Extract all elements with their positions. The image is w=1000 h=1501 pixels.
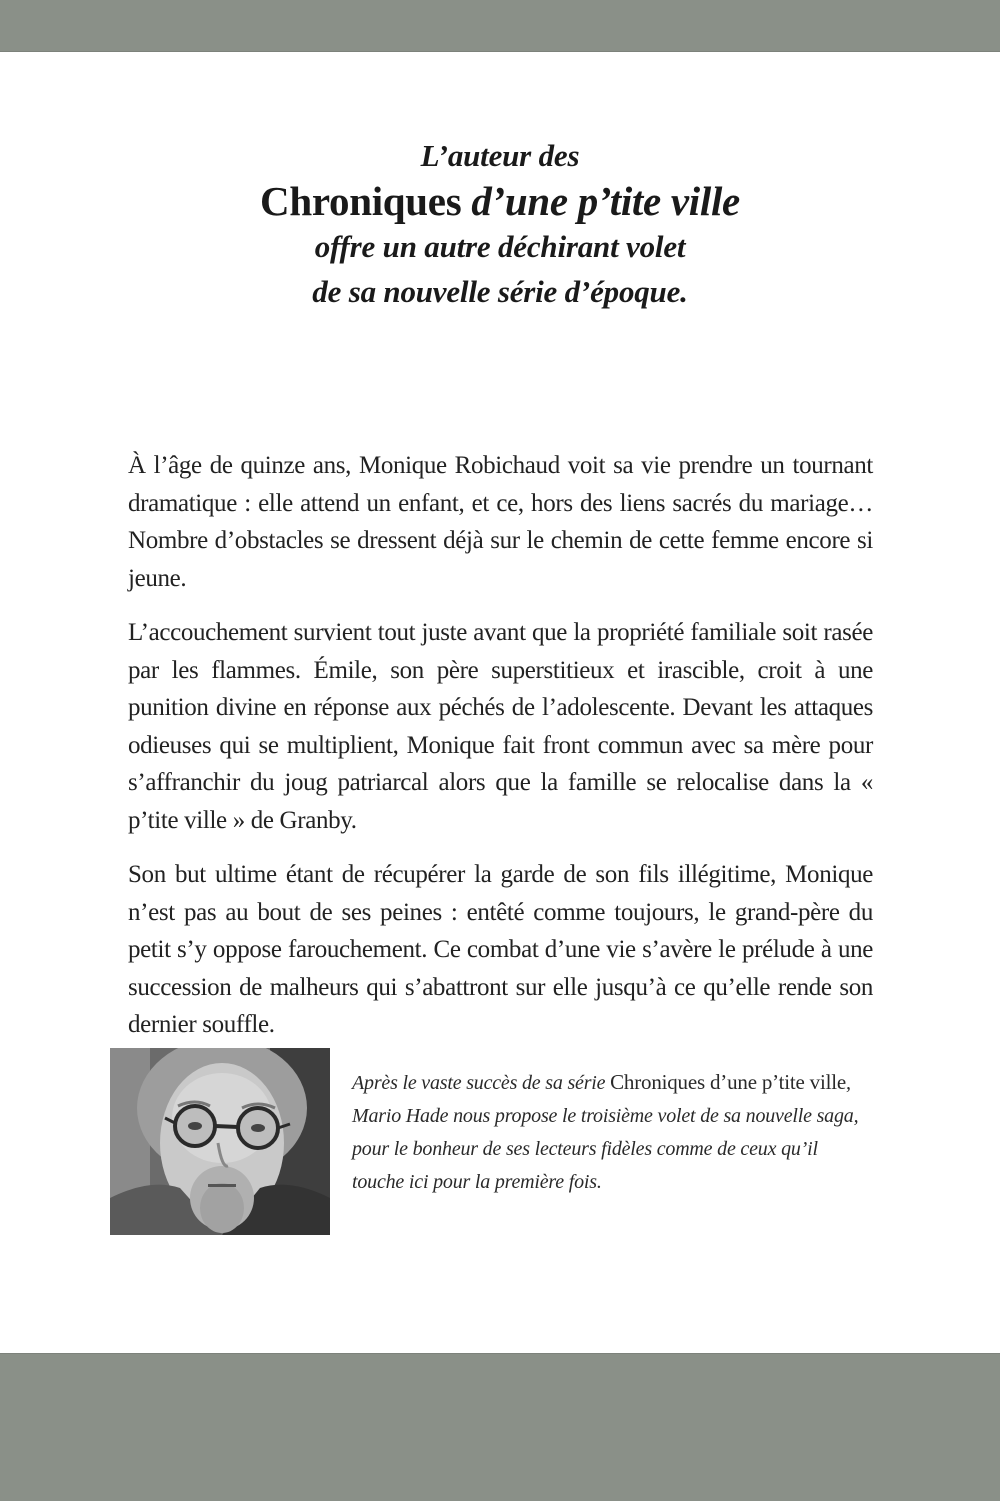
headline-series-title [0, 178, 1000, 224]
headline-line-3: offre un autre déchirant volet [314, 229, 686, 264]
bio-intro: Après le vaste succès de sa série [352, 1072, 611, 1094]
headline-line-4: de sa nouvelle série d’époque. [312, 274, 688, 309]
synopsis [128, 447, 873, 1061]
top-band [0, 0, 1000, 52]
synopsis-paragraph-1: À l’âge de quinze ans, Monique Robichaud voit sa vie prendre un tournant dramatique : elle attend un enfant, et ce, hors des liens sacrés du mariage… Nombre d’obstacles se dressent déjà sur le chemin de cette femme encore si jeune. [128, 452, 873, 592]
headline-line-1: L’auteur des [420, 138, 580, 173]
author-portrait-icon [110, 1048, 330, 1235]
series-title-italic: d’une p’tite ville [471, 178, 740, 224]
cover-headline [0, 133, 1000, 314]
bio-body: , Mario Hade nous propose le troisième volet de sa nouvelle saga, pour le bonheur de ses lecteurs fidèles comme de ceux qu’il touche ici pour la première fois. [352, 1072, 859, 1193]
series-title-roman: Chroniques [260, 178, 462, 224]
author-photo [110, 1048, 330, 1235]
bio-series-title: Chroniques d’une p’tite ville [610, 1070, 846, 1094]
bottom-band [0, 1353, 1000, 1501]
synopsis-paragraph-3: Son but ultime étant de récupérer la garde de son fils illégitime, Monique n’est pas au bout de ses peines : entêté comme toujours, le grand-père du petit s’y oppose farouchement. Ce combat d’une vie s’avère le prélude à une succession de malheurs qui s’abattront sur elle jusqu’à ce qu’elle rende son dernier souffle. [128, 861, 873, 1038]
author-bio [352, 1066, 872, 1199]
synopsis-paragraph-2: L’accouchement survient tout juste avant que la propriété familiale soit rasée par les flammes. Émile, son père superstitieux et irascible, croit à une punition divine en réponse aux péchés de l’adolescente. Devant les attaques odieuses qui se multiplient, Monique fait front commun avec sa mère pour s’affranchir du joug patriarcal alors que la famille se relocalise dans la « p’tite ville » de Granby. [128, 619, 873, 834]
